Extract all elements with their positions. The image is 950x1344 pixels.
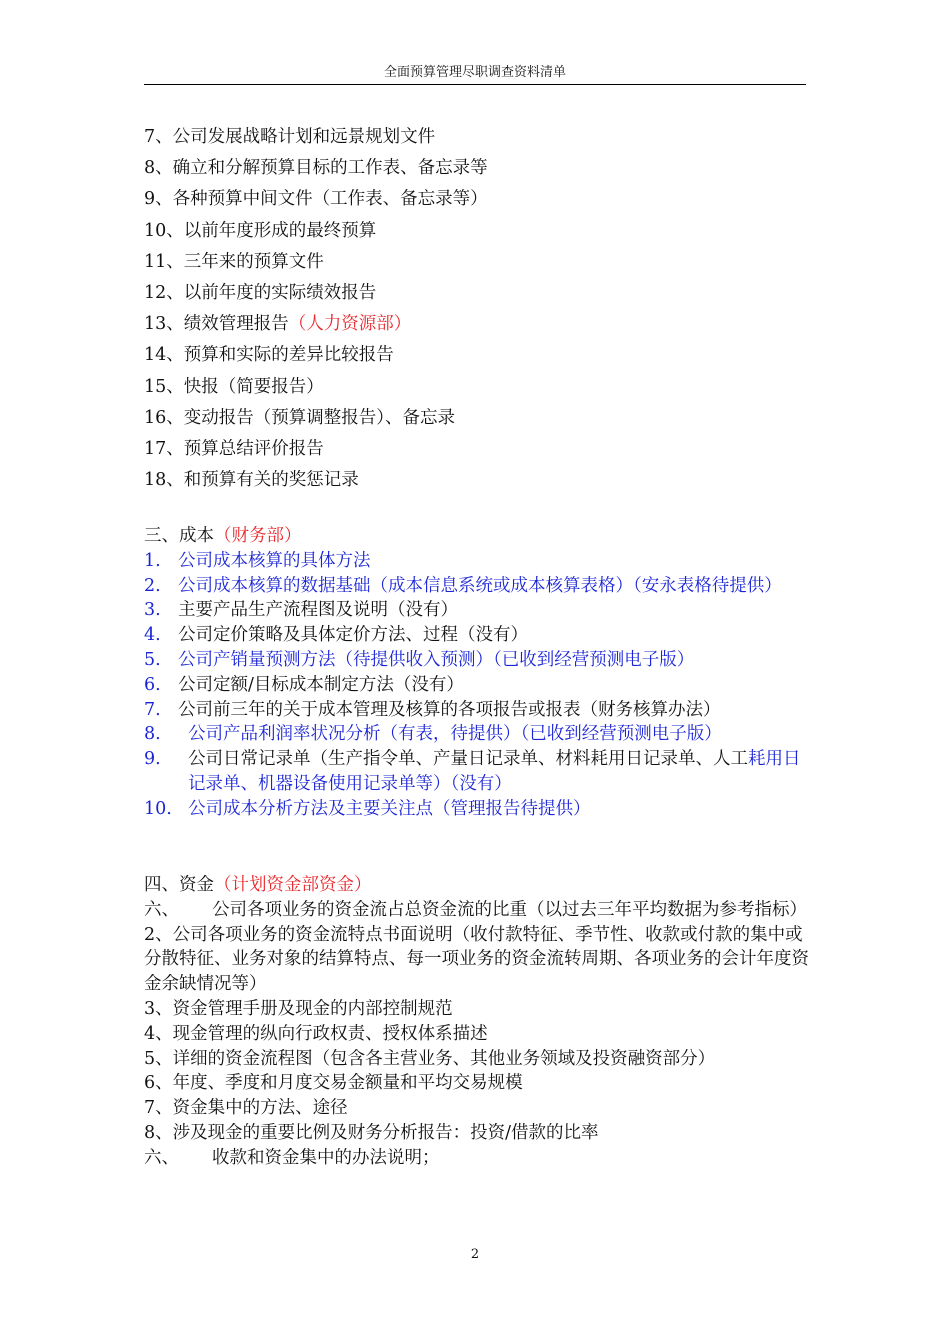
list-item: 1. 公司成本核算的具体方法 [144, 550, 371, 571]
list-item: 3. 主要产品生产流程图及说明（没有） [144, 600, 458, 621]
list-item: 4. 公司定价策略及具体定价方法、过程（没有） [144, 625, 528, 646]
list-item: 8、确立和分解预算目标的工作表、备忘录等 [144, 158, 488, 179]
list-item: 16、变动报告（预算调整报告）、备忘录 [144, 407, 456, 428]
list-part1 [144, 122, 814, 496]
page-header-title: 全面预算管理尽职调查资料清单 [383, 65, 566, 80]
department-note: （财务部） [214, 526, 302, 546]
list-item: 18、和预算有关的奖惩记录 [144, 470, 359, 491]
list-item: 9. 公司日常记录单（生产指令单、产量日记录单、材料耗用日记录单、人工耗用日记录单、机器设备使用记录单等）（没有） [144, 749, 801, 794]
list-item: 9、各种预算中间文件（工作表、备忘录等） [144, 189, 488, 210]
header-rule [144, 84, 806, 85]
list-item: 7、公司发展战略计划和远景规划文件 [144, 127, 436, 147]
page-number: 2 [470, 1247, 480, 1262]
list-item: 六、 收款和资金集中的办法说明； [144, 1147, 440, 1168]
list-item: 3、资金管理手册及现金的内部控制规范 [144, 998, 453, 1019]
list-item: 8. 公司产品利润率状况分析（有表，待提供）（已收到经营预测电子版） [144, 724, 722, 745]
section-funds [144, 873, 814, 1171]
list-item: 11、三年来的预算文件 [144, 251, 324, 272]
list-item: 六、 公司各项业务的资金流占总资金流的比重（以过去三年平均数据为参考指标） [144, 899, 807, 920]
list-item: 2、公司各项业务的资金流特点书面说明（收付款特征、季节性、收款或付款的集中或分散特征、业务对象的结算特点、每一项业务的资金流转周期、各项业务的会计年度资金余缺情况等） [144, 924, 809, 995]
list-item: 17、预算总结评价报告 [144, 438, 324, 459]
list-item: 8、涉及现金的重要比例及财务分析报告：投资/借款的比率 [144, 1122, 599, 1143]
section-title: 三、成本（财务部） [144, 526, 302, 546]
list-item: 2. 公司成本核算的数据基础（成本信息系统或成本核算表格）（安永表格待提供） [144, 575, 782, 596]
list-item: 12、以前年度的实际绩效报告 [144, 282, 377, 303]
list-item: 7、资金集中的方法、途径 [144, 1098, 348, 1119]
list-item: 4、现金管理的纵向行政权责、授权体系描述 [144, 1023, 488, 1044]
list-item: 6. 公司定额/目标成本制定方法（没有） [144, 674, 464, 695]
list-item: 14、预算和实际的差异比较报告 [144, 345, 394, 366]
list-item: 10、以前年度形成的最终预算 [144, 220, 377, 241]
department-note: （人力资源部） [288, 314, 412, 335]
list-item: 7. 公司前三年的关于成本管理及核算的各项报告或报表（财务核算办法） [144, 699, 721, 720]
list-item: 15、快报（简要报告） [144, 376, 324, 397]
list-item: 5. 公司产销量预测方法（待提供收入预测）（已收到经营预测电子版） [144, 649, 695, 670]
list-item: 5、详细的资金流程图（包含各主营业务、其他业务领域及投资融资部分） [144, 1048, 716, 1069]
department-note: （计划资金部资金） [214, 875, 372, 895]
section-cost [144, 524, 814, 822]
list-item: 10. 公司成本分析方法及主要关注点（管理报告待提供） [144, 798, 591, 819]
list-item: 6、年度、季度和月度交易金额量和平均交易规模 [144, 1073, 523, 1094]
list-item: 13、绩效管理报告（人力资源部） [144, 314, 412, 335]
section-title: 四、资金（计划资金部资金） [144, 875, 372, 895]
